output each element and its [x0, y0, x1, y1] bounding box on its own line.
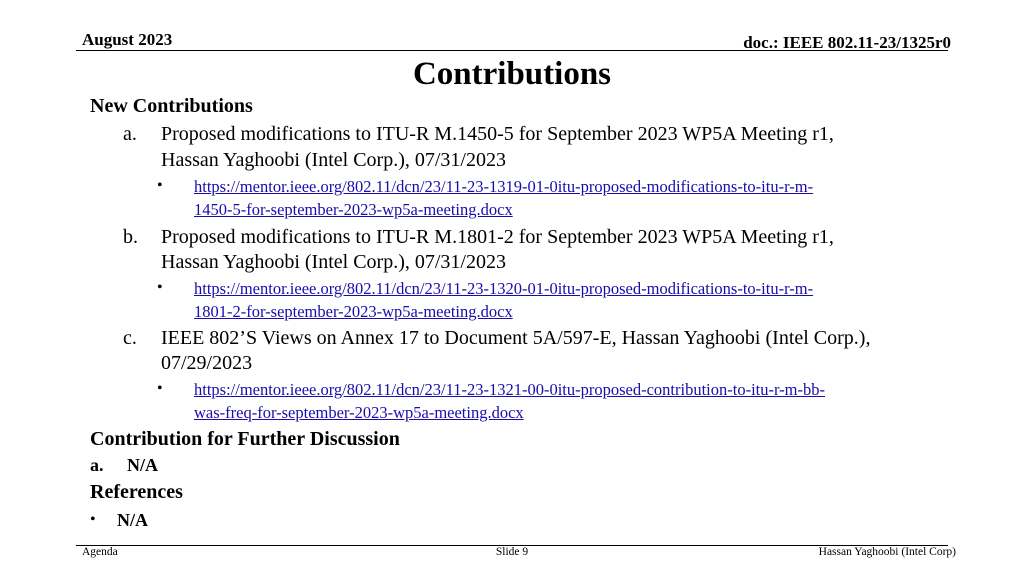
further-discussion-value: N/A [127, 455, 158, 475]
item-b-link-line1[interactable]: https://mentor.ieee.org/802.11/dcn/23/11-23-1320-01-0itu-proposed-modifications-to-itu-r-m- [194, 279, 814, 298]
slide-title: Contributions [412, 56, 612, 92]
item-a-text-line1: Proposed modifications to ITU-R M.1450-5 for September 2023 WP5A Meeting r1, [161, 123, 834, 145]
item-a-link-bullet: • [157, 177, 163, 194]
item-c-text-line2: 07/29/2023 [161, 352, 253, 374]
item-b-text-line2: Hassan Yaghoobi (Intel Corp.), 07/31/2023 [161, 251, 506, 273]
item-b-text-line1: Proposed modifications to ITU-R M.1801-2 for September 2023 WP5A Meeting r1, [161, 226, 834, 248]
further-discussion-marker: a. [90, 455, 104, 475]
item-c-text-line1: IEEE 802’S Views on Annex 17 to Document 5A/597-E, Hassan Yaghoobi (Intel Corp.), [161, 327, 871, 349]
item-a-link-line2[interactable]: 1450-5-for-september-2023-wp5a-meeting.docx [194, 200, 513, 219]
item-b-marker: b. [123, 226, 138, 248]
header-date: August 2023 [82, 30, 173, 49]
item-b-link-line2[interactable]: 1801-2-for-september-2023-wp5a-meeting.docx [194, 302, 513, 321]
item-c-link-bullet: • [157, 380, 163, 397]
further-discussion-heading: Contribution for Further Discussion [90, 428, 400, 450]
header-divider [76, 50, 948, 51]
references-bullet: • [90, 511, 96, 528]
item-a-text-line2: Hassan Yaghoobi (Intel Corp.), 07/31/2023 [161, 149, 506, 171]
item-c-link-line2[interactable]: was-freq-for-september-2023-wp5a-meeting.docx [194, 403, 524, 422]
item-c-marker: c. [123, 327, 137, 349]
item-a-link-line1[interactable]: https://mentor.ieee.org/802.11/dcn/23/11-23-1319-01-0itu-proposed-modifications-to-itu-r-m- [194, 177, 814, 196]
new-contributions-heading: New Contributions [90, 95, 253, 117]
item-c-link-line1[interactable]: https://mentor.ieee.org/802.11/dcn/23/11-23-1321-00-0itu-proposed-contribution-to-itu-r-m-bb- [194, 380, 825, 399]
references-value: N/A [117, 510, 148, 530]
footer-left: Agenda [82, 546, 118, 558]
header-doc-id: doc.: IEEE 802.11-23/1325r0 [743, 33, 951, 52]
item-a-marker: a. [123, 123, 137, 145]
footer-slide-number: Slide 9 [495, 546, 529, 558]
references-heading: References [90, 481, 183, 503]
item-b-link-bullet: • [157, 279, 163, 296]
footer-author: Hassan Yaghoobi (Intel Corp) [818, 546, 956, 558]
